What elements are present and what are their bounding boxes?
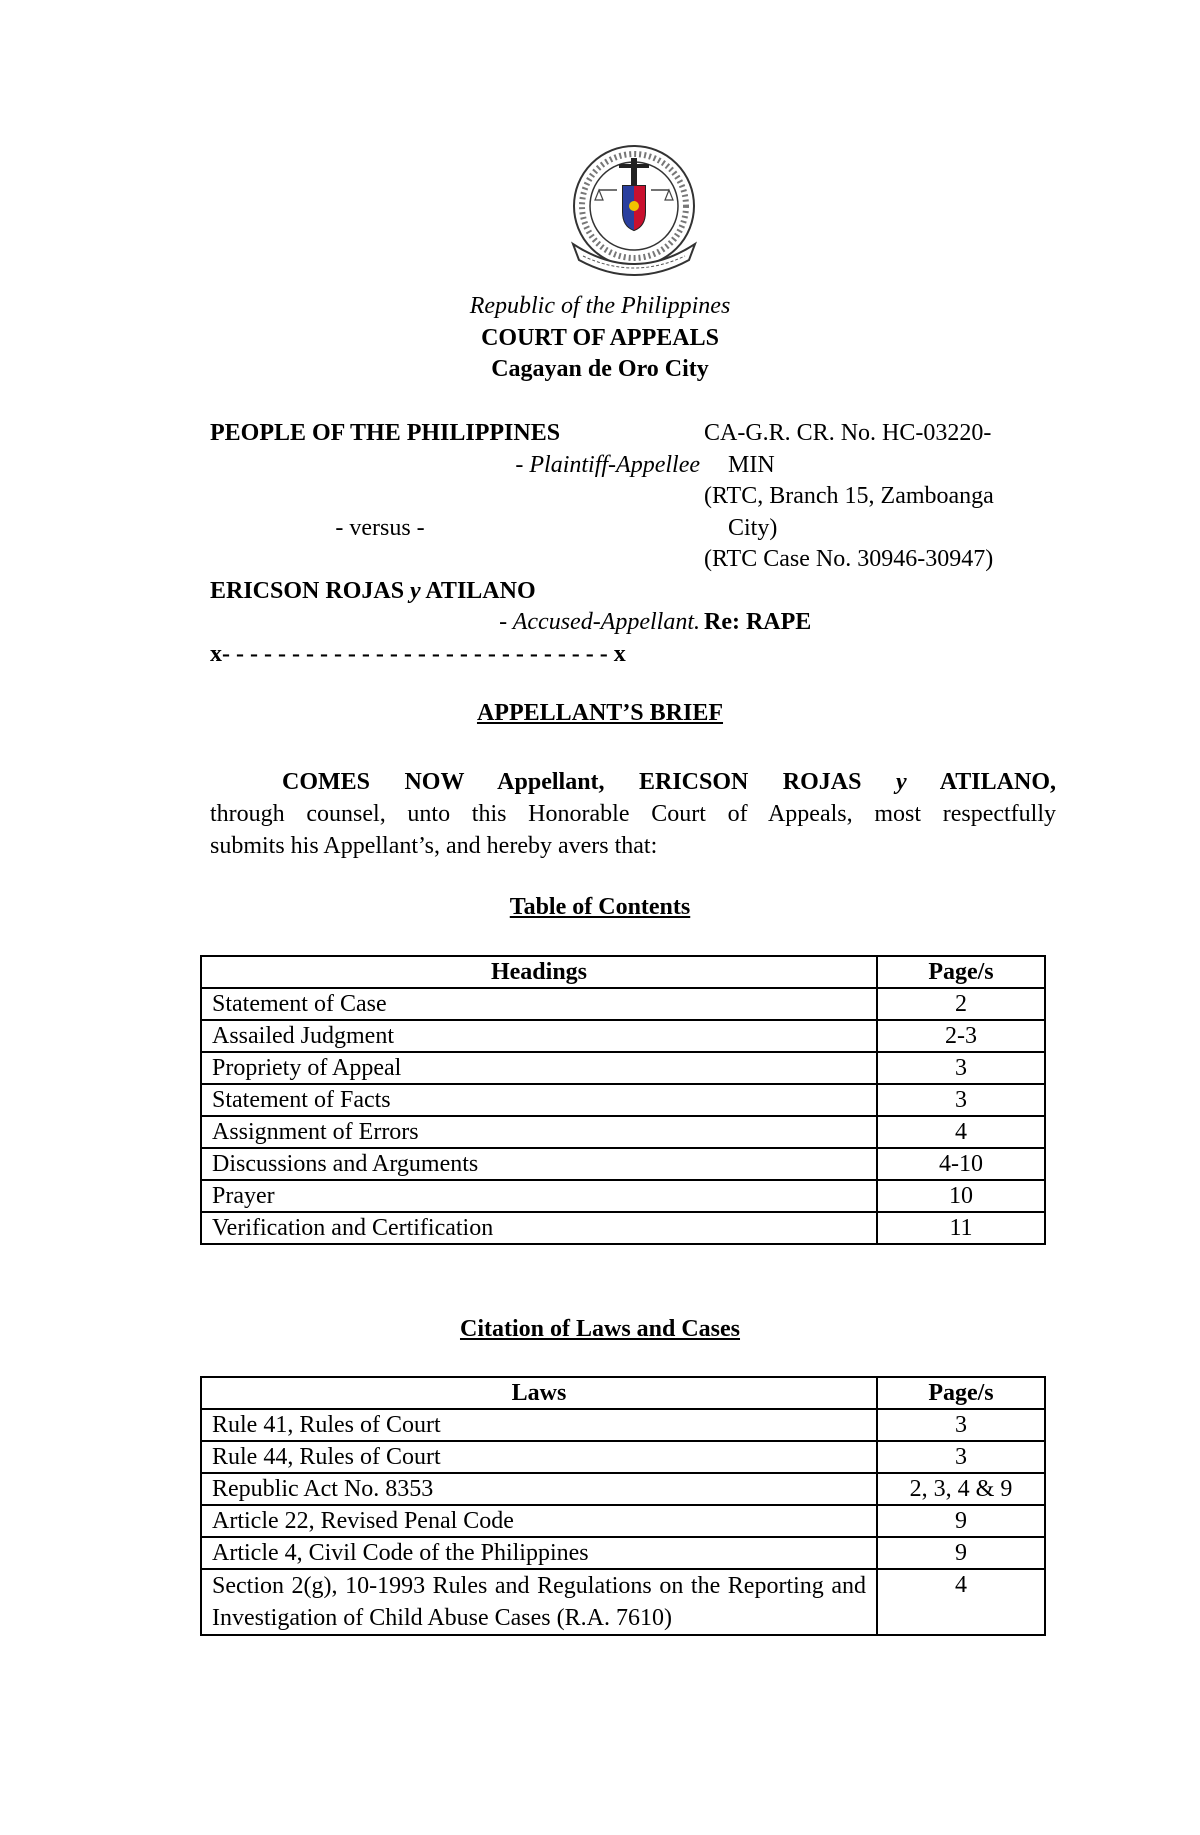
toc-row-label: Prayer bbox=[201, 1180, 877, 1212]
caption-spacer bbox=[704, 576, 1044, 608]
toc-row bbox=[201, 1052, 1045, 1084]
citation-row-label: Republic Act No. 8353 bbox=[201, 1473, 877, 1505]
citation-row bbox=[201, 1473, 1045, 1505]
citation-row-label: Rule 44, Rules of Court bbox=[201, 1441, 877, 1473]
toc-body bbox=[201, 988, 1045, 1244]
case-subject: Re: RAPE bbox=[704, 609, 812, 635]
intro-line-2: through counsel, unto this Honorable Court of Appeals, most respectfully bbox=[210, 801, 1056, 827]
case-number-line-2: MIN bbox=[728, 451, 775, 478]
toc-row-label: Assailed Judgment bbox=[201, 1020, 877, 1052]
intro-paragraph bbox=[210, 766, 1056, 862]
toc-row-pages: 4-10 bbox=[877, 1148, 1045, 1180]
toc-row-pages: 10 bbox=[877, 1180, 1045, 1212]
citation-row bbox=[201, 1537, 1045, 1569]
case-number-line-1: CA-G.R. CR. No. HC-03220- bbox=[704, 420, 992, 446]
intro-line-1 bbox=[210, 766, 1056, 798]
accused-role: - Accused-Appellant. bbox=[499, 609, 700, 635]
citation-row bbox=[201, 1441, 1045, 1473]
rtc-branch-line-2: City) bbox=[728, 514, 778, 541]
rtc-branch-line-1: (RTC, Branch 15, Zamboanga bbox=[704, 483, 994, 509]
toc-title: Table of Contents bbox=[509, 894, 691, 920]
accused-connector: y bbox=[410, 577, 421, 604]
toc-row-pages: 2-3 bbox=[877, 1020, 1045, 1052]
intro-lead-end: ATILANO, bbox=[906, 769, 1056, 795]
citation-row-pages: 3 bbox=[877, 1441, 1045, 1473]
citation-row-pages: 9 bbox=[877, 1537, 1045, 1569]
citation-row-label: Section 2(g), 10-1993 Rules and Regulations on the Reporting and Investigation of Child Abuse Cases (R.A. 7610) bbox=[201, 1569, 877, 1635]
toc-row-pages: 4 bbox=[877, 1116, 1045, 1148]
citation-row-pages: 9 bbox=[877, 1505, 1045, 1537]
accused-name bbox=[210, 576, 700, 608]
citation-row bbox=[201, 1409, 1045, 1441]
table-of-contents bbox=[200, 955, 1046, 1245]
versus-line: - versus - bbox=[335, 514, 425, 541]
court-of-appeals-seal-icon bbox=[565, 140, 703, 288]
citation-row bbox=[201, 1505, 1045, 1537]
court-name: COURT OF APPEALS bbox=[481, 325, 719, 351]
plaintiff-name: PEOPLE OF THE PHILIPPINES bbox=[210, 420, 561, 446]
toc-row-label: Statement of Facts bbox=[201, 1084, 877, 1116]
toc-row-pages: 11 bbox=[877, 1212, 1045, 1244]
toc-row bbox=[201, 1116, 1045, 1148]
table-header-row bbox=[201, 1377, 1045, 1409]
toc-row-label: Statement of Case bbox=[201, 988, 877, 1020]
accused-surname: ATILANO bbox=[420, 577, 536, 604]
caption-separator: x- - - - - - - - - - - - - - - - - - - - - - - - - - - - x bbox=[210, 640, 626, 667]
intro-line-3: submits his Appellant’s, and hereby avers that: bbox=[210, 833, 658, 859]
case-caption-numbers bbox=[704, 418, 1044, 639]
toc-row-label: Discussions and Arguments bbox=[201, 1148, 877, 1180]
republic-line: Republic of the Philippines bbox=[469, 293, 731, 319]
citation-row-label: Article 22, Revised Penal Code bbox=[201, 1505, 877, 1537]
brief-title: APPELLANT’S BRIEF bbox=[476, 700, 724, 726]
table-header-row bbox=[201, 956, 1045, 988]
toc-row-label: Assignment of Errors bbox=[201, 1116, 877, 1148]
citation-row-pages: 4 bbox=[877, 1569, 1045, 1635]
citations-title: Citation of Laws and Cases bbox=[459, 1316, 741, 1342]
court-city: Cagayan de Oro City bbox=[491, 356, 709, 382]
col-laws: Laws bbox=[201, 1377, 877, 1409]
toc-row-pages: 3 bbox=[877, 1052, 1045, 1084]
citation-row-label: Article 4, Civil Code of the Philippines bbox=[201, 1537, 877, 1569]
toc-row bbox=[201, 1020, 1045, 1052]
accused-first-name: ERICSON ROJAS bbox=[210, 577, 411, 604]
case-caption-parties bbox=[210, 418, 700, 670]
citation-body bbox=[201, 1409, 1045, 1635]
toc-row-label: Propriety of Appeal bbox=[201, 1052, 877, 1084]
toc-row-pages: 2 bbox=[877, 988, 1045, 1020]
caption-spacer bbox=[210, 481, 700, 513]
citation-row bbox=[201, 1569, 1045, 1635]
citation-row-label: Rule 41, Rules of Court bbox=[201, 1409, 877, 1441]
intro-lead: COMES NOW Appellant, ERICSON ROJAS bbox=[282, 769, 896, 795]
rtc-case-number: (RTC Case No. 30946-30947) bbox=[704, 546, 994, 572]
citation-row-pages: 3 bbox=[877, 1409, 1045, 1441]
toc-row bbox=[201, 988, 1045, 1020]
toc-row bbox=[201, 1212, 1045, 1244]
col-pages: Page/s bbox=[877, 956, 1045, 988]
toc-row bbox=[201, 1148, 1045, 1180]
col-pages: Page/s bbox=[877, 1377, 1045, 1409]
citation-table bbox=[200, 1376, 1046, 1636]
intro-connector: y bbox=[895, 769, 907, 795]
citation-row-pages: 2, 3, 4 & 9 bbox=[877, 1473, 1045, 1505]
toc-row bbox=[201, 1084, 1045, 1116]
toc-row bbox=[201, 1180, 1045, 1212]
caption-spacer bbox=[210, 544, 700, 576]
toc-row-label: Verification and Certification bbox=[201, 1212, 877, 1244]
toc-row-pages: 3 bbox=[877, 1084, 1045, 1116]
col-headings: Headings bbox=[201, 956, 877, 988]
plaintiff-role: - Plaintiff-Appellee bbox=[515, 451, 700, 478]
